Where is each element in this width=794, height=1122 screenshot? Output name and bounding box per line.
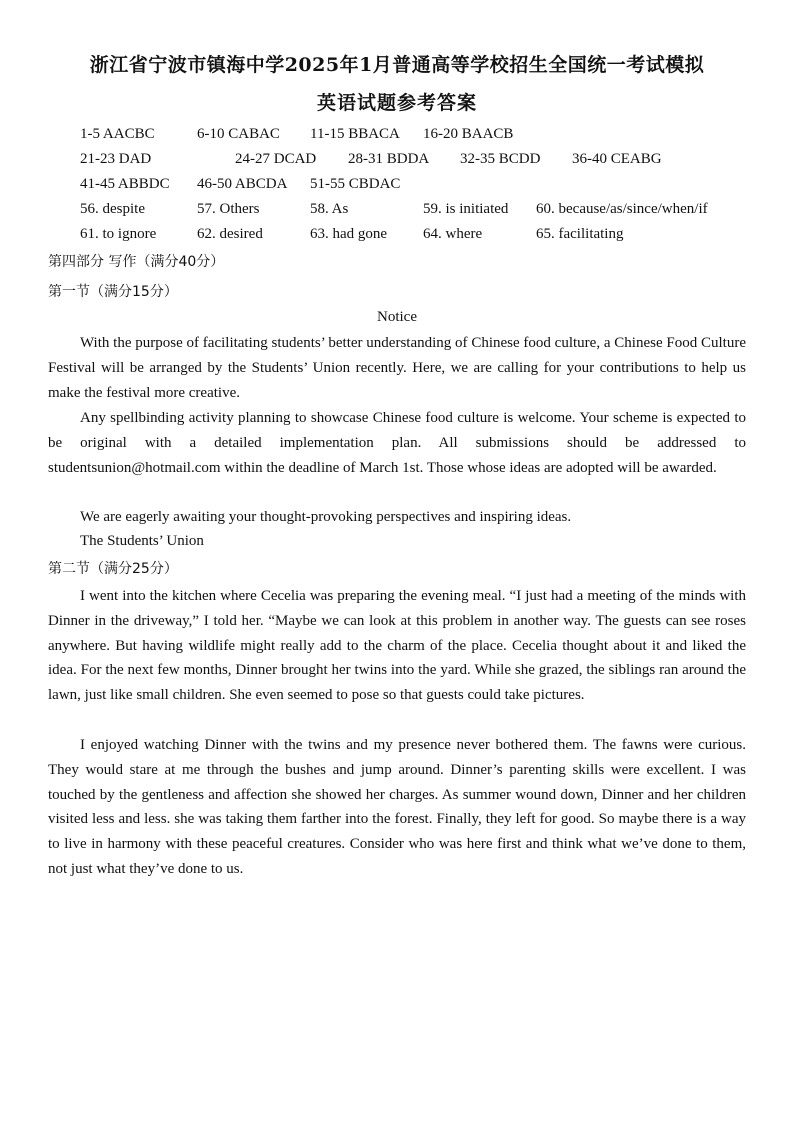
answer-item: 56. despite bbox=[80, 201, 145, 217]
document-subtitle: 英语试题参考答案 bbox=[316, 92, 477, 114]
story-paragraph: I enjoyed watching Dinner with the twins and my presence never bothered them. The fawns were curious. They would stare at me through the bushes and jump around. Dinner’s parenting skills were excellent. I was touched by the gentleness and affection she showed her charges. As summer wound down, Dinner and her children visited less and less. she was taking them farther into the forest. Finally, they left for good. So maybe there is a way to live in harmony with these peaceful creatures. Consider who was here first and think what we’ve done to them, not just what they’ve done to us. bbox=[48, 737, 746, 877]
document-title: 浙江省宁波市镇海中学2025年1月普通高等学校招生全国统一考试模拟 bbox=[89, 54, 705, 76]
answer-group: 28-31 BDDA bbox=[348, 151, 430, 167]
answer-group: 21-23 DAD bbox=[80, 151, 152, 167]
answer-group: 16-20 BAACB bbox=[423, 126, 514, 142]
answer-group: 24-27 DCAD bbox=[235, 151, 317, 167]
notice-signature: The Students’ Union bbox=[80, 533, 204, 549]
story-paragraph: I went into the kitchen where Cecelia was preparing the evening meal. “I just had a meeting of the minds with Dinner in the driveway,” I told her. “Maybe we can look at this problem in another way. The guests can see roses anywhere. But having wildlife might really add to the charm of the place. Cecelia thought about it and liked the idea. For the next few months, Dinner brought her twins into the yard. While she grazed, the siblings ran around the lawn, just like small children. She even seemed to pose so that guests could take pictures. bbox=[48, 588, 746, 704]
answer-item: 65. facilitating bbox=[536, 226, 624, 242]
answer-group: 11-15 BBACA bbox=[310, 126, 400, 142]
answer-group: 1-5 AACBC bbox=[80, 126, 155, 142]
answer-group: 46-50 ABCDA bbox=[197, 176, 288, 192]
answer-item: 57. Others bbox=[197, 201, 260, 217]
answer-item: 61. to ignore bbox=[80, 226, 157, 242]
notice-paragraph: With the purpose of facilitating students’ better understanding of Chinese food culture, a Chinese Food Culture Festival will be arranged by the Students’ Union recently. Here, we are calling for your contributions to help us make the festival more creative. bbox=[48, 335, 746, 401]
notice-paragraph: We are eagerly awaiting your thought-provoking perspectives and inspiring ideas. bbox=[80, 509, 572, 525]
answer-row bbox=[0, 151, 794, 173]
answer-item: 58. As bbox=[310, 201, 349, 217]
answer-group: 32-35 BCDD bbox=[460, 151, 541, 167]
answer-item: 59. is initiated bbox=[423, 201, 509, 217]
answer-row bbox=[0, 126, 794, 148]
answer-item: 60. because/as/since/when/if bbox=[536, 201, 708, 217]
answer-item: 64. where bbox=[423, 226, 483, 242]
notice-paragraph: Any spellbinding activity planning to showcase Chinese food culture is welcome. Your scheme is expected to be original with a detailed implementation plan. All submissions should be addressed to studentsunion@hotmail.com within the deadline of March 1st. Those whose ideas are adopted will be awarded. bbox=[48, 410, 746, 476]
answer-group: 41-45 ABBDC bbox=[80, 176, 170, 192]
notice-title: Notice bbox=[377, 309, 417, 325]
section2-heading: 第二节（满分25分） bbox=[48, 561, 178, 577]
answer-group: 51-55 CBDAC bbox=[310, 176, 401, 192]
section1-heading: 第一节（满分15分） bbox=[48, 284, 178, 300]
answer-row bbox=[0, 176, 794, 198]
answer-item: 62. desired bbox=[197, 226, 263, 242]
part4-heading: 第四部分 写作（满分40分） bbox=[48, 254, 225, 270]
answer-row bbox=[0, 201, 794, 223]
answer-row bbox=[0, 226, 794, 248]
answer-group: 36-40 CEABG bbox=[572, 151, 662, 167]
answer-item: 63. had gone bbox=[310, 226, 388, 242]
answer-group: 6-10 CABAC bbox=[197, 126, 280, 142]
